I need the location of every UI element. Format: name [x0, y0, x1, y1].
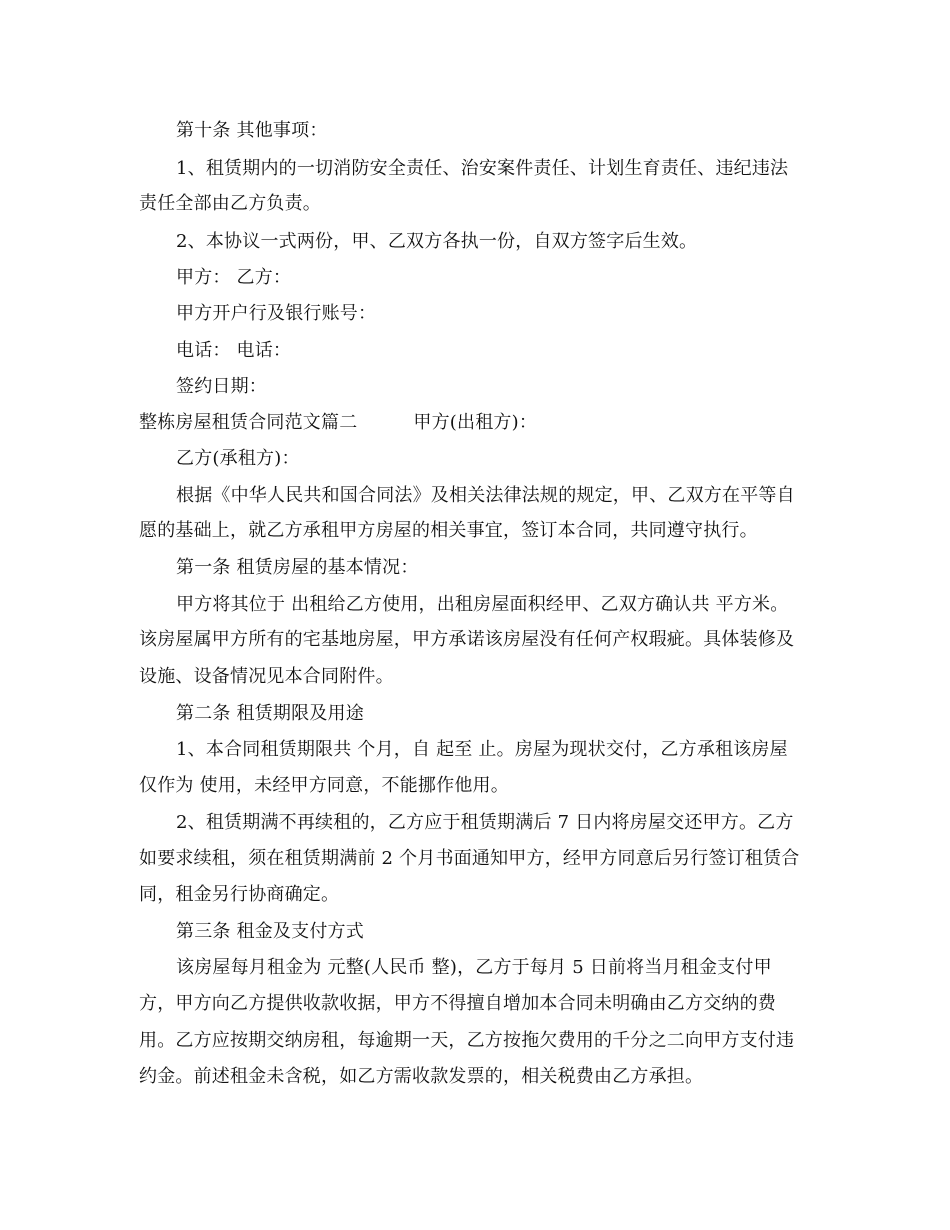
- paragraph-line: 设施、设备情况见本合同附件。: [139, 666, 394, 687]
- paragraph-line: 如要求续租，须在租赁期满前 2 个月书面通知甲方，经甲方同意后另行签订租赁合: [139, 848, 800, 869]
- party-b-label: 乙方(承租方)：: [176, 448, 300, 469]
- paragraph-line: 该房屋每月租金为 元整(人民币 整)，乙方于每月 5 日前将当月租金支付甲: [176, 957, 772, 978]
- signature-parties-line: 甲方： 乙方：: [176, 267, 292, 288]
- paragraph-line: 责任全部由乙方负责。: [139, 193, 321, 214]
- paragraph-line: 愿的基础上，就乙方承租甲方房屋的相关事宜，签订本合同，共同遵守执行。: [139, 520, 758, 541]
- article-3-heading: 第三条 租金及支付方式: [176, 921, 364, 942]
- section-title-line: [139, 412, 537, 434]
- paragraph-line: 1、本合同租赁期限共 个月，自 起至 止。房屋为现状交付，乙方承租该房屋: [176, 739, 788, 760]
- paragraph-line: 同，租金另行协商确定。: [139, 884, 340, 905]
- paragraph-line: 甲方将其位于 出租给乙方使用，出租房屋面积经甲、乙双方确认共 平方米。: [176, 594, 789, 615]
- paragraph-line: 方，甲方向乙方提供收款收据，甲方不得擅自增加本合同未明确由乙方交纳的费: [139, 993, 776, 1014]
- paragraph-line: 2、租赁期满不再续租的，乙方应于租赁期满后 7 日内将房屋交还甲方。乙方: [176, 812, 794, 833]
- phone-line: 电话： 电话：: [176, 340, 292, 361]
- paragraph-line: 2、本协议一式两份，甲、乙双方各执一份，自双方签字后生效。: [176, 231, 698, 252]
- paragraph-line: 约金。前述租金未含税，如乙方需收款发票的，相关税费由乙方承担。: [139, 1066, 704, 1087]
- paragraph-line: 该房屋属甲方所有的宅基地房屋，甲方承诺该房屋没有任何产权瑕疵。具体装修及: [139, 629, 795, 650]
- bank-account-line: 甲方开户行及银行账号：: [176, 303, 377, 324]
- article-10-heading: 第十条 其他事项：: [176, 120, 328, 141]
- article-1-heading: 第一条 租赁房屋的基本情况：: [176, 557, 419, 578]
- paragraph-line: 用。乙方应按期交纳房租，每逾期一天，乙方按拖欠费用的千分之二向甲方支付违: [139, 1030, 795, 1051]
- signing-date-line: 签约日期：: [176, 376, 267, 397]
- paragraph-line: 仅作为 使用，未经甲方同意，不能挪作他用。: [139, 775, 509, 796]
- party-a-label: 甲方(出租方)：: [413, 412, 538, 433]
- paragraph-line: 1、租赁期内的一切消防安全责任、治安案件责任、计划生育责任、违纪违法: [176, 158, 789, 179]
- paragraph-line: 根据《中华人民共和国合同法》及相关法律法规的规定，甲、乙双方在平等自: [176, 485, 795, 506]
- article-2-heading: 第二条 租赁期限及用途: [176, 703, 364, 724]
- section-title: 整栋房屋租赁合同范文篇二: [139, 412, 358, 433]
